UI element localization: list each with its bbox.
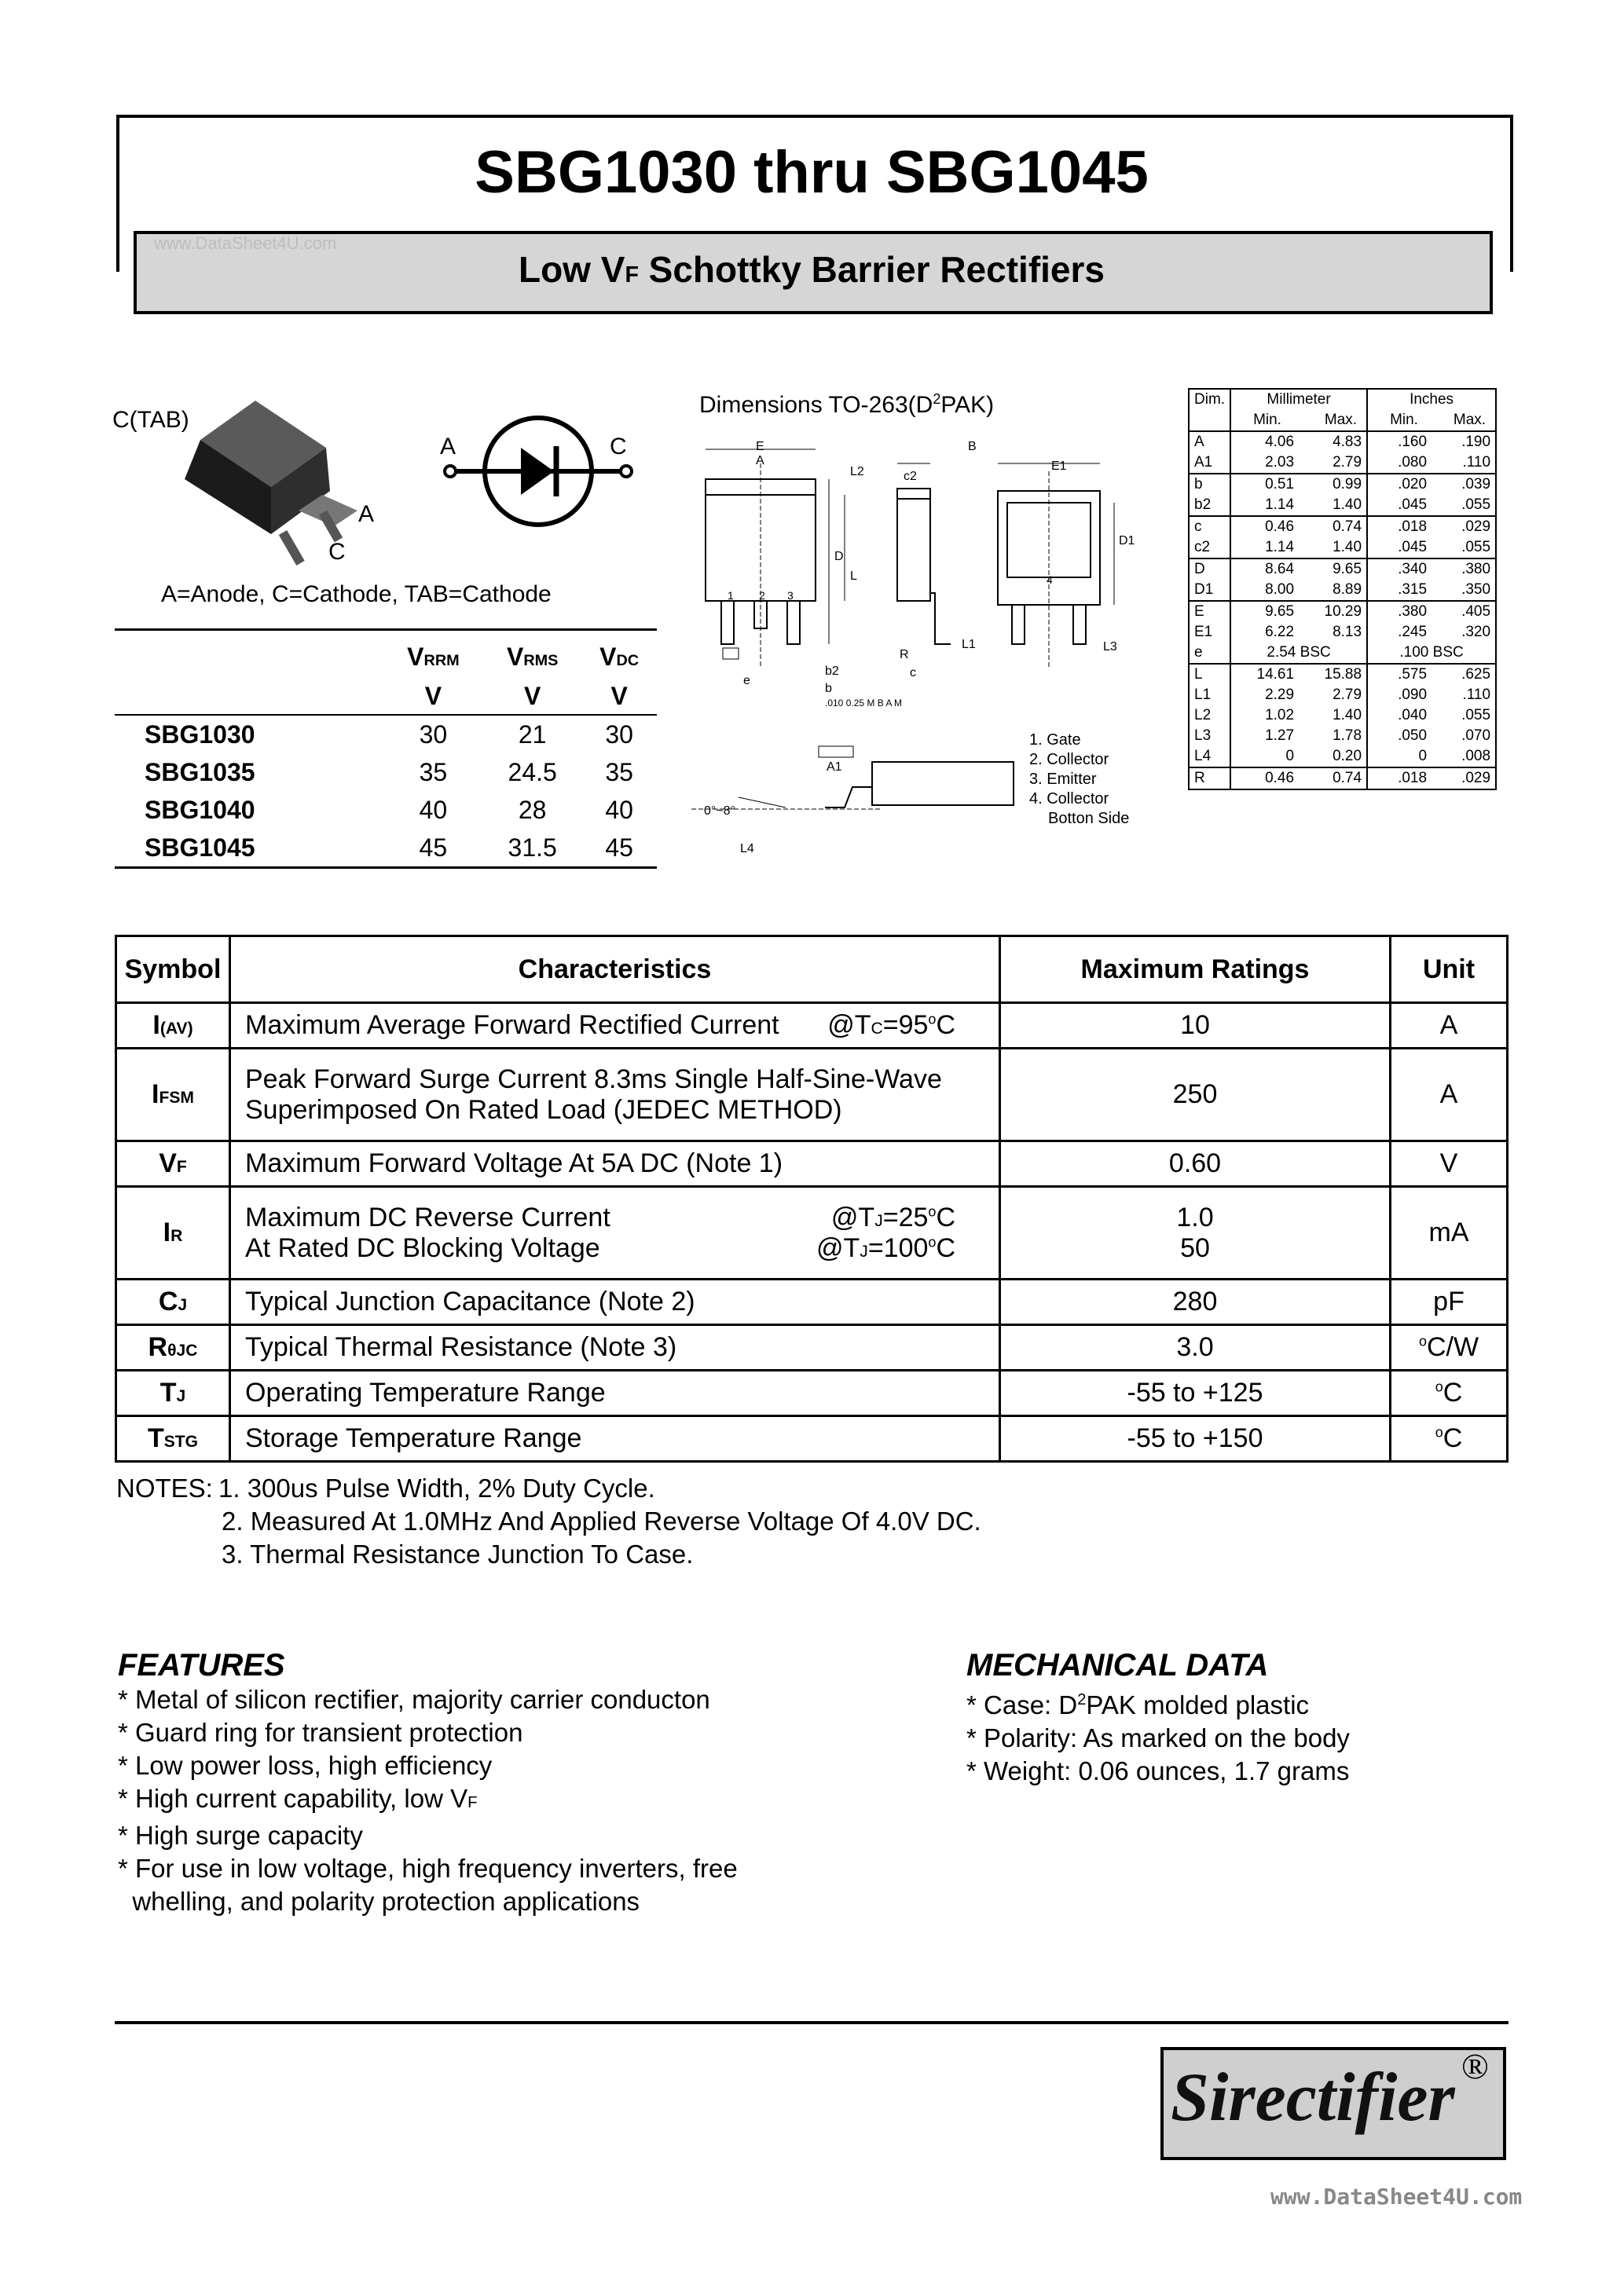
cell: 40 xyxy=(419,795,448,824)
page-title: SBG1030 thru SBG1045 xyxy=(475,139,1149,206)
max-rating-cell: 3.0 xyxy=(1000,1325,1391,1371)
dimension-cell: 1.40 xyxy=(1299,495,1367,516)
dimension-cell: .625 xyxy=(1432,664,1496,685)
cell: 40 xyxy=(605,795,633,824)
unit-cell: A xyxy=(1391,1049,1508,1141)
dimension-cell: D1 xyxy=(1189,580,1230,601)
header-max-ratings: Maximum Ratings xyxy=(1000,936,1391,1003)
dimension-cell: 1.14 xyxy=(1230,495,1299,516)
dimension-cell: .050 xyxy=(1367,726,1432,746)
dimension-row xyxy=(1189,431,1496,452)
dimension-row xyxy=(1189,643,1496,664)
dimension-row xyxy=(1189,664,1496,685)
dim-label-d1: D1 xyxy=(1119,534,1135,547)
dimension-cell: 1.78 xyxy=(1299,726,1367,746)
dimension-cell: .405 xyxy=(1432,601,1496,622)
dim-label-r: R xyxy=(900,648,909,661)
dimension-cell: .080 xyxy=(1367,452,1432,474)
feature-item: * High surge capacity xyxy=(118,1821,363,1850)
dim-label-pitch: e xyxy=(743,674,750,687)
dimension-cell: E xyxy=(1189,601,1230,622)
footer-rule xyxy=(115,2021,1509,2024)
dim-label-d: D xyxy=(834,550,844,563)
dimension-cell: A1 xyxy=(1189,452,1230,474)
max-rating-cell: 280 xyxy=(1000,1280,1391,1325)
dimension-cell: 2.79 xyxy=(1299,452,1367,474)
dimension-cell: 0.51 xyxy=(1230,474,1299,495)
dimension-cell: .245 xyxy=(1367,622,1432,643)
dimension-cell: 15.88 xyxy=(1299,664,1367,685)
notes xyxy=(116,1472,981,1571)
part-number: SBG1045 xyxy=(115,829,383,868)
cell: 30 xyxy=(419,720,448,749)
dimension-cell: .055 xyxy=(1432,537,1496,558)
dimension-row xyxy=(1189,495,1496,516)
dimension-cell: .090 xyxy=(1367,685,1432,705)
mechanical-section xyxy=(966,1648,1501,1788)
dim-label-l2: L2 xyxy=(850,465,864,478)
characteristic-cell: Storage Temperature Range xyxy=(230,1416,1000,1462)
pin-1: 1 xyxy=(728,589,734,602)
feature-item: * High current capability, low VF xyxy=(118,1784,478,1813)
dimension-cell: 0.20 xyxy=(1299,746,1367,767)
tab-label: C(TAB) xyxy=(112,407,189,433)
dimension-cell: e xyxy=(1189,643,1230,664)
feature-item: whelling, and polarity protection applications xyxy=(118,1887,640,1916)
dim-label-e: E xyxy=(756,440,764,453)
table-row xyxy=(116,1371,1508,1416)
unit-cell: mA xyxy=(1391,1187,1508,1280)
dimension-cell: .008 xyxy=(1432,746,1496,767)
header-characteristics: Characteristics xyxy=(230,936,1000,1003)
unit-vrms: V xyxy=(483,678,581,715)
unit-vrrm: V xyxy=(383,678,483,715)
dimension-cell: b2 xyxy=(1189,495,1230,516)
max-head: Max. xyxy=(1324,412,1358,428)
dimension-cell: L4 xyxy=(1189,746,1230,767)
dim-label-l4: L4 xyxy=(740,842,754,855)
table-row xyxy=(115,791,657,829)
dim-label-e1: E1 xyxy=(1051,460,1067,473)
mechanical-item: * Weight: 0.06 ounces, 1.7 grams xyxy=(966,1756,1350,1785)
registered-mark: ® xyxy=(1461,2046,1489,2086)
dimension-row xyxy=(1189,746,1496,767)
note-item: 3. Thermal Resistance Junction To Case. xyxy=(222,1540,694,1569)
tolerance-frame: .010 0.25 M B A M xyxy=(825,698,903,709)
dimension-row xyxy=(1189,622,1496,643)
dim-label-b: B xyxy=(968,440,977,453)
symbol-cell: CJ xyxy=(116,1280,230,1325)
dimension-cell: .055 xyxy=(1432,495,1496,516)
dimension-row xyxy=(1189,537,1496,558)
in-head: Inches xyxy=(1367,389,1496,410)
unit-cell: A xyxy=(1391,1003,1508,1049)
voltage-spec-table xyxy=(115,628,657,869)
note-item: 2. Measured At 1.0MHz And Applied Reverse Voltage Of 4.0V DC. xyxy=(222,1507,981,1536)
dim-label-l1: L1 xyxy=(962,638,976,651)
characteristic-cell: Maximum Average Forward Rectified Current $@TC=95^oC$ xyxy=(230,1003,1000,1049)
dim-label-c2: c2 xyxy=(904,470,917,483)
dimension-cell: 0 xyxy=(1230,746,1299,767)
dimension-cell: .110 xyxy=(1432,452,1496,474)
dim-head: Dim. xyxy=(1189,389,1230,410)
symbol-cell: TJ xyxy=(116,1371,230,1416)
mechanical-item: * Polarity: As marked on the body xyxy=(966,1723,1350,1752)
dimension-cell: 1.02 xyxy=(1230,705,1299,726)
unit-cell: pF xyxy=(1391,1280,1508,1325)
dimension-cell: .380 xyxy=(1367,601,1432,622)
mm-head: Millimeter xyxy=(1230,389,1367,410)
dimension-cell: .018 xyxy=(1367,767,1432,789)
feature-item: * Guard ring for transient protection xyxy=(118,1718,523,1747)
symbol-cell: IFSM xyxy=(116,1049,230,1141)
dimension-cell: L xyxy=(1189,664,1230,685)
cell: 35 xyxy=(419,757,448,786)
unit-vdc: V xyxy=(581,678,657,715)
dimension-cell: 4.06 xyxy=(1230,431,1299,452)
dimension-row xyxy=(1189,726,1496,746)
dimension-cell: .110 xyxy=(1432,685,1496,705)
dimension-cell: 1.27 xyxy=(1230,726,1299,746)
dimension-cell: A xyxy=(1189,431,1230,452)
dimension-cell: 0.46 xyxy=(1230,767,1299,789)
feature-item: * For use in low voltage, high frequency inverters, free xyxy=(118,1854,738,1883)
feature-item: * Metal of silicon rectifier, majority carrier conducton xyxy=(118,1685,710,1714)
min-head: Min. xyxy=(1390,412,1418,428)
dimension-cell: .190 xyxy=(1432,431,1496,452)
max-rating-cell: -55 to +150 xyxy=(1000,1416,1391,1462)
dimension-cell: 0.74 xyxy=(1299,516,1367,537)
dimension-cell: 8.13 xyxy=(1299,622,1367,643)
cell: 31.5 xyxy=(483,829,581,868)
dimension-cell: .045 xyxy=(1367,495,1432,516)
dimension-cell: .100 BSC xyxy=(1367,643,1496,664)
diode-cathode-label: C xyxy=(610,434,627,460)
characteristic-cell: Operating Temperature Range xyxy=(230,1371,1000,1416)
dimension-cell: 1.14 xyxy=(1230,537,1299,558)
dim-label-l: L xyxy=(850,569,857,583)
dimension-cell: .020 xyxy=(1367,474,1432,495)
table-row xyxy=(116,1003,1508,1049)
table-row xyxy=(116,1141,1508,1187)
table-row xyxy=(115,753,657,791)
features-heading: FEATURES xyxy=(118,1648,285,1683)
pin-a-label: A xyxy=(358,501,375,527)
diode-symbol-icon xyxy=(436,412,640,530)
col-vdc: VDC xyxy=(581,630,657,679)
table-row xyxy=(116,1049,1508,1141)
dimension-row xyxy=(1189,474,1496,495)
dim-label-angle: 0°~8° xyxy=(704,804,735,818)
package-legend: A=Anode, C=Cathode, TAB=Cathode xyxy=(161,581,552,607)
table-row xyxy=(116,1280,1508,1325)
max-rating-cell: 1.0 50 xyxy=(1000,1187,1391,1280)
dimension-cell: 2.29 xyxy=(1230,685,1299,705)
dimension-cell: D xyxy=(1189,558,1230,580)
table-row xyxy=(116,1325,1508,1371)
dimension-row xyxy=(1189,705,1496,726)
pin-legend-item: 2. Collector xyxy=(1029,751,1109,768)
max-rating-cell: 10 xyxy=(1000,1003,1391,1049)
dimension-cell: L2 xyxy=(1189,705,1230,726)
dimension-cell: 0.74 xyxy=(1299,767,1367,789)
dimension-cell: .029 xyxy=(1432,767,1496,789)
dim-label-l3: L3 xyxy=(1103,640,1117,654)
watermark-top: www.DataSheet4U.com xyxy=(154,233,337,253)
dimension-cell: 2.03 xyxy=(1230,452,1299,474)
pin-legend-item: 1. Gate xyxy=(1029,731,1081,749)
characteristic-cell: Peak Forward Surge Current 8.3ms Single Half-Sine-Wave Superimposed On Rated Load (JEDEC METHOD) xyxy=(230,1049,1000,1141)
dimension-cell: 9.65 xyxy=(1299,558,1367,580)
dimension-row xyxy=(1189,685,1496,705)
note-item: 1. 300us Pulse Width, 2% Duty Cycle. xyxy=(218,1474,655,1503)
dimension-cell: .018 xyxy=(1367,516,1432,537)
cell: 21 xyxy=(518,720,547,749)
dimension-cell: .380 xyxy=(1432,558,1496,580)
pin-legend-item: 3. Emitter xyxy=(1029,771,1097,788)
dim-label-a: A xyxy=(756,454,764,467)
notes-label: NOTES: xyxy=(116,1474,213,1503)
symbol-cell: RθJC xyxy=(116,1325,230,1371)
max-rating-cell: 0.60 xyxy=(1000,1141,1391,1187)
feature-item: * Low power loss, high efficiency xyxy=(118,1751,493,1780)
dim-label-b: b xyxy=(825,682,832,695)
characteristic-cell: Maximum Forward Voltage At 5A DC (Note 1) xyxy=(230,1141,1000,1187)
dimension-cell: 0.99 xyxy=(1299,474,1367,495)
cell: 35 xyxy=(605,757,633,786)
page-subtitle: Low VF Schottky Barrier Rectifiers xyxy=(518,249,1105,290)
mechanical-item: * Case: $D^2PAK$ molded plastic xyxy=(966,1690,1310,1719)
dimension-cell: .070 xyxy=(1432,726,1496,746)
diode-anode-label: A xyxy=(440,434,456,460)
part-number: SBG1040 xyxy=(145,795,255,824)
unit-cell: $^o$C xyxy=(1391,1416,1508,1462)
dimension-cell: .040 xyxy=(1367,705,1432,726)
min-head: Min. xyxy=(1253,412,1281,428)
dim-label-b2: b2 xyxy=(825,665,839,678)
characteristic-cell: Typical Thermal Resistance (Note 3) xyxy=(230,1325,1000,1371)
dimension-cell: c2 xyxy=(1189,537,1230,558)
dimension-cell: .575 xyxy=(1367,664,1432,685)
brand-logo-text: Sirectifier xyxy=(1171,2060,1455,2136)
header-unit: Unit xyxy=(1391,936,1508,1003)
col-vrms: VRMS xyxy=(483,630,581,679)
unit-cell: $^o$C/W xyxy=(1391,1325,1508,1371)
dimension-cell: .350 xyxy=(1432,580,1496,601)
dimension-cell: c xyxy=(1189,516,1230,537)
table-row xyxy=(115,829,657,868)
dimension-cell: .320 xyxy=(1432,622,1496,643)
dimension-row xyxy=(1189,601,1496,622)
dimension-cell: 10.29 xyxy=(1299,601,1367,622)
dimension-cell: 8.64 xyxy=(1230,558,1299,580)
dimension-cell: 14.61 xyxy=(1230,664,1299,685)
dimension-cell: b xyxy=(1189,474,1230,495)
header-symbol: Symbol xyxy=(116,936,230,1003)
pin-legend xyxy=(1029,731,1129,829)
dimension-cell: L1 xyxy=(1189,685,1230,705)
pin-legend-item: 4. Collector xyxy=(1029,790,1109,807)
dim-label-a1: A1 xyxy=(827,760,842,774)
dimension-cell: .315 xyxy=(1367,580,1432,601)
unit-cell: $^o$C xyxy=(1391,1371,1508,1416)
max-rating-cell: -55 to +125 xyxy=(1000,1371,1391,1416)
dimension-cell: 2.79 xyxy=(1299,685,1367,705)
cell: 24.5 xyxy=(508,757,557,786)
mechanical-heading: MECHANICAL DATA xyxy=(966,1648,1269,1683)
unit-cell: V xyxy=(1391,1141,1508,1187)
dimension-cell: 1.40 xyxy=(1299,705,1367,726)
dimension-cell: 8.89 xyxy=(1299,580,1367,601)
dimension-cell: .045 xyxy=(1367,537,1432,558)
dimension-cell: 9.65 xyxy=(1230,601,1299,622)
ratings-table xyxy=(115,935,1509,1463)
pin-c-label: C xyxy=(328,539,346,565)
dim-label-c: c xyxy=(910,666,916,679)
dimension-cell: 6.22 xyxy=(1230,622,1299,643)
cell: 45 xyxy=(383,829,483,868)
dimension-cell: E1 xyxy=(1189,622,1230,643)
symbol-cell: I(AV) xyxy=(116,1003,230,1049)
dimension-row xyxy=(1189,516,1496,537)
dimension-cell: 0.46 xyxy=(1230,516,1299,537)
characteristic-cell: Maximum DC Reverse Current $@TJ=25^oC$ At Rated DC Blocking Voltage $@TJ=100^oC$ xyxy=(230,1187,1000,1280)
dimension-table xyxy=(1188,388,1497,790)
cell: 28 xyxy=(518,795,547,824)
dimension-row xyxy=(1189,452,1496,474)
dimension-cell: 8.00 xyxy=(1230,580,1299,601)
dimension-row xyxy=(1189,558,1496,580)
characteristic-cell: Typical Junction Capacitance (Note 2) xyxy=(230,1280,1000,1325)
part-number: SBG1030 xyxy=(145,720,255,749)
dimension-cell: .340 xyxy=(1367,558,1432,580)
pin-3: 3 xyxy=(787,589,794,602)
pin-legend-item: Botton Side xyxy=(1048,810,1130,827)
dimension-cell: 1.40 xyxy=(1299,537,1367,558)
dimension-cell: .029 xyxy=(1432,516,1496,537)
dimension-row xyxy=(1189,580,1496,601)
table-row xyxy=(116,1187,1508,1280)
cell: 30 xyxy=(605,720,633,749)
dimension-cell: R xyxy=(1189,767,1230,789)
site-watermark: www.DataSheet4U.com xyxy=(1270,2184,1523,2210)
dimension-cell: .160 xyxy=(1367,431,1432,452)
part-number: SBG1035 xyxy=(145,757,255,786)
dimension-cell: 2.54 BSC xyxy=(1230,643,1367,664)
max-rating-cell: 250 xyxy=(1000,1049,1391,1141)
features-section xyxy=(118,1648,825,1918)
dimension-cell: L3 xyxy=(1189,726,1230,746)
symbol-cell: IR xyxy=(116,1187,230,1280)
max-head: Max. xyxy=(1453,412,1487,428)
dimension-cell: 0 xyxy=(1367,746,1432,767)
dimension-row xyxy=(1189,767,1496,789)
pin-2: 2 xyxy=(759,589,765,602)
table-row xyxy=(116,1416,1508,1462)
table-row xyxy=(115,715,657,753)
dimension-cell: .055 xyxy=(1432,705,1496,726)
cell: 45 xyxy=(581,829,657,868)
pin-4: 4 xyxy=(1047,573,1053,586)
col-vrrm: VRRM xyxy=(383,630,483,679)
symbol-cell: TSTG xyxy=(116,1416,230,1462)
dimension-cell: .039 xyxy=(1432,474,1496,495)
dimensions-title: Dimensions $TO-263(D^2PAK)$ xyxy=(699,391,995,418)
dimension-cell: 4.83 xyxy=(1299,431,1367,452)
symbol-cell: VF xyxy=(116,1141,230,1187)
